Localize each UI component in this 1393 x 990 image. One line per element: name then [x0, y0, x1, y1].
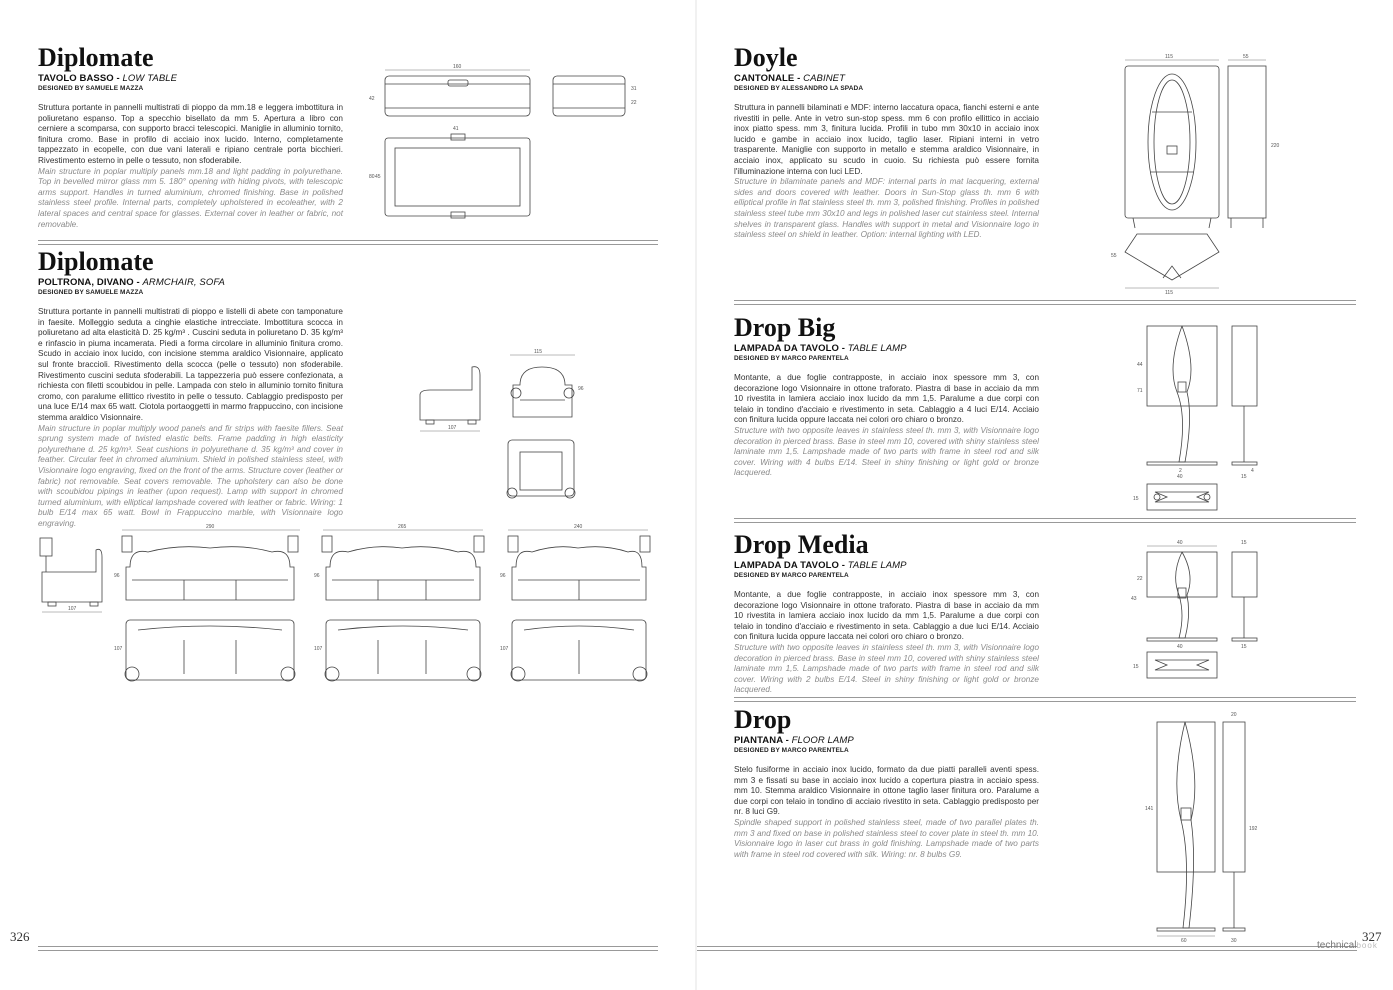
product-designer: DESIGNED BY SAMUELE MAZZA — [38, 289, 144, 296]
svg-text:55: 55 — [1243, 54, 1249, 60]
product-doyle — [734, 44, 1039, 241]
svg-text:115: 115 — [534, 349, 542, 355]
description-english: Main structure in poplar multiply wood panels and fir strips with faesite fillers. Seat sprung system made of twisted elastic belts. Frame padding in high elasticity polyurethane d. 25 kg/m³. Seat cushions in polyurethane d. 35 kg/m³ and cover in feather. Circular feet in chromed aluminium. Shield in polished stainless steel, with Visionnaire logo engraving, fixed on the front of the arms. Structure cover (leather or fabric) not removable. Seat covers removable. The upholstery can also be done with scoubidou pipings in leather (upon request). Lamp with support in chromed turned aluminium, with elliptical lampshade covered with leather or fabric. Wiring: 1 bulb E/14 max 65 watt. Bowl in Frappuccino marble, with Visionnaire logo engraving. — [38, 423, 343, 528]
low-table-drawing — [365, 60, 655, 220]
svg-text:240: 240 — [574, 524, 583, 530]
svg-text:15: 15 — [1241, 540, 1247, 546]
section-divider — [734, 300, 1356, 305]
description-english: Structure in bilaminate panels and MDF: internal parts in mat lacquering, external sides and doors covered with leather. Doors in Sun-Stop glass th. mm 6 with elliptical profile in flat stainless steel th. mm 3, polished finishing. Profiles in polished stainless steel tube mm 30x10 and legs in polished laser cut stainless steel. Internal shelves in transparent glass. Handles with support in metal and Visionnaire logo in stainless steel on shield in leather. Option: internal lighting with LED. — [734, 177, 1039, 240]
product-designer: DESIGNED BY MARCO PARENTELA — [734, 355, 849, 362]
svg-text:80: 80 — [369, 174, 375, 180]
cabinet-drawing — [1107, 52, 1287, 297]
svg-text:41: 41 — [453, 126, 459, 132]
section-divider — [38, 240, 658, 245]
description-english: Structure with two opposite leaves in stainless steel th. mm 3, with Visionnaire logo decoration in pierced brass. Base in steel mm 10, covered with shiny stainless steel laminate mm 1,5. Lampshade made of two parts with frame in steel rod and silk cover. Wiring with 2 bulbs E/14. Steel in shiny finishing or light gold or bronze lacquered. — [734, 642, 1039, 695]
page-bottom-rule — [697, 946, 1357, 951]
svg-text:115: 115 — [1165, 54, 1173, 60]
svg-text:31: 31 — [631, 86, 637, 92]
svg-text:22: 22 — [631, 100, 637, 106]
description-italian: Montante, a due foglie contrapposte, in acciaio inox spessore mm 3, con decorazione logo Visionnaire in ottone traforato. Piastra di base in acciaio da mm 10 rivestita in lamiera acciaio inox lucido da mm 1,5. Paralume a due corpi con telaio in tondino d'acciaio e rivestimento in seta. Cablaggio a due luci E/14. Acciaio con finitura lucida oppure laccata nei colori oro chiaro o bronzo. — [734, 590, 1039, 642]
svg-text:43: 43 — [1131, 596, 1137, 602]
product-drop-media — [734, 531, 1039, 696]
svg-text:107: 107 — [500, 646, 509, 652]
description-italian: Struttura portante in pannelli multistrati di pioppo e listelli di abete con tamponature in faesite. Molleggio seduta a cinghie elastiche intrecciate. Imbottitura scocca in poliuretano ad alta elasticità D. 25 kg/m³ . Cuscini seduta in poliuretano D. 35 kg/m³ e rinfascio in piuma incamerata. Piedi a forma circolare in alluminio finitura cromo. Scudo in acciaio inox lucido, con incisione stemma araldico Visionnaire, applicato sul fronte braccioli. Rivestimento della scocca (pelle o tessuto) non sfoderabile. Rivestimento cuscini seduta sfoderabili. La tappezzeria può essere confezionata, a richiesta con filetti scoubidou in pelle. Lampada con stelo in alluminio tornito finitura cromo, con paralume ellittico rivestito in pelle o tessuto. Cablaggio predisposto per una luce E/14 max 65 watt. Ciotola portaoggetti in marmo frappuccino, con incisione stemma araldico Visionnaire. — [38, 307, 343, 422]
svg-text:15: 15 — [1241, 474, 1247, 480]
svg-text:160: 160 — [453, 64, 462, 70]
left-page — [0, 0, 696, 990]
product-category: LAMPADA DA TAVOLO - TABLE LAMP — [734, 343, 907, 354]
page-number: 327 — [1362, 929, 1382, 944]
product-category: LAMPADA DA TAVOLO - TABLE LAMP — [734, 560, 907, 571]
product-title: Diplomate — [38, 43, 154, 72]
drop-media-drawing — [1127, 540, 1277, 690]
svg-text:55: 55 — [1111, 253, 1117, 259]
svg-text:40: 40 — [1177, 474, 1183, 480]
description-italian: Montante, a due foglie contrapposte, in acciaio inox spessore mm 3, con decorazione logo Visionnaire in ottone traforato. Piastra di base in acciaio da mm 10 rivestita in lamiera acciaio inox lucido da mm 1,5. Paralume a due corpi con telaio in tondino d'acciaio e rivestimento in seta. Cablaggio a 4 luci E/14. Acciaio con finitura lucida oppure laccata nei colori oro chiaro o bronzo. — [734, 373, 1039, 425]
product-drop-big — [734, 314, 1039, 479]
svg-text:96: 96 — [114, 573, 120, 579]
svg-text:15: 15 — [1133, 664, 1139, 670]
product-designer: DESIGNED BY MARCO PARENTELA — [734, 747, 849, 754]
description-italian: Struttura in pannelli bilaminati e MDF: interno laccatura opaca, fianchi esterni e ante rivestiti in pelle. Ante in vetro sun-stop spess. mm 6 con profilo ellittico in acciaio inox piatto spess. mm 3, finitura lucida. Profili in tubo mm 30x10 in acciaio inox lucido e gambe in acciaio inox lucido, taglio laser. Ripiani interni in vetro trasparente. Maniglie con supporto in metallo e stemma araldico Visionnaire, in acciaio inox, applicato su scudo in cuoio. Su richiesta può essere fornita l'illuminazione interna con luci LED. — [734, 103, 1039, 176]
svg-text:290: 290 — [206, 524, 215, 530]
svg-text:220: 220 — [1271, 143, 1280, 149]
svg-text:42: 42 — [369, 96, 375, 102]
product-category: POLTRONA, DIVANO - ARMCHAIR, SOFA — [38, 277, 225, 288]
svg-text:265: 265 — [398, 524, 407, 530]
product-diplomate-table — [38, 44, 343, 230]
svg-text:60: 60 — [1181, 938, 1187, 942]
product-title: Drop Media — [734, 530, 869, 559]
product-designer: DESIGNED BY SAMUELE MAZZA — [38, 85, 144, 92]
product-designer: DESIGNED BY MARCO PARENTELA — [734, 572, 849, 579]
svg-text:30: 30 — [1231, 938, 1237, 942]
product-title: Doyle — [734, 43, 798, 72]
product-title: Drop — [734, 705, 792, 734]
armchair-drawing — [410, 345, 590, 505]
product-title: Diplomate — [38, 247, 154, 276]
svg-text:115: 115 — [1165, 290, 1173, 296]
drop-floor-lamp-drawing — [1137, 710, 1267, 942]
svg-text:40: 40 — [1177, 540, 1183, 546]
description-italian: Stelo fusiforme in acciaio inox lucido, formato da due piatti paralleli aventi spess. mm 3 e fissati su base in acciaio inox lucido a copertura piastra in acciaio spess. mm 10. Stemma araldico Visionnaire in ottone taglio laser finitura oro. Paralume a due corpi con telaio in tondino di acciaio rivestito in seta. Cablaggio predisposto per nr. 8 luci G9. — [734, 765, 1039, 817]
svg-text:107: 107 — [314, 646, 323, 652]
page-number: 326 — [10, 929, 30, 944]
section-divider — [734, 518, 1356, 523]
right-page — [697, 0, 1393, 990]
svg-text:71: 71 — [1137, 388, 1143, 394]
drop-big-drawing — [1127, 322, 1277, 522]
svg-text:141: 141 — [1145, 806, 1154, 812]
product-diplomate-sofa — [38, 248, 343, 529]
svg-text:22: 22 — [1137, 576, 1143, 582]
svg-text:15: 15 — [1133, 496, 1139, 502]
svg-text:96: 96 — [500, 573, 506, 579]
product-category: TAVOLO BASSO - LOW TABLE — [38, 73, 178, 84]
product-title: Drop Big — [734, 313, 836, 342]
product-drop — [734, 706, 1039, 860]
sofa-drawings — [38, 522, 658, 692]
technical-book-brand: technicalbook — [1317, 940, 1378, 951]
description-italian: Struttura portante in pannelli multistrati di pioppo da mm.18 e leggera imbottitura in poliuretano espanso. Top a specchio bisellato da mm 5. Apertura a libro con cerniere a scomparsa, con supporto bracci telescopici. Maniglie in alluminio tornito, finitura cromo. Base in profilo di acciaio inox lucido. Interno, completamente tappezzato in ecopelle, con due vani laterali e ripiano centrale porta bicchieri. Rivestimento esterno in pelle o tessuto, non sfoderabile. — [38, 103, 343, 165]
svg-text:2: 2 — [1179, 468, 1182, 474]
svg-text:15: 15 — [1241, 644, 1247, 650]
product-category: CANTONALE - CABINET — [734, 73, 845, 84]
description-english: Main structure in poplar multiply panels mm.18 and light padding in polyurethane. Top in bevelled mirror glass mm 5. 180° opening with hiding pivots, with telescopic arms support. Handles in turned aluminium, chromed finishing. Base in polished stainless steel profile. Internal parts, completely upholstered in ecoleather, with 2 lateral spaces and central space for glasses. External cover in leather or fabric, not removable. — [38, 166, 343, 229]
product-category: PIANTANA - FLOOR LAMP — [734, 735, 854, 746]
svg-text:107: 107 — [114, 646, 123, 652]
product-designer: DESIGNED BY ALESSANDRO LA SPADA — [734, 85, 864, 92]
svg-text:107: 107 — [68, 606, 77, 612]
section-divider — [734, 697, 1356, 702]
svg-text:107: 107 — [448, 425, 457, 431]
description-english: Structure with two opposite leaves in stainless steel th. mm 3, with Visionnaire logo decoration in pierced brass. Base in steel mm 10, covered with shiny stainless steel laminate mm 1,5. Lampshade made of two parts with frame in steel rod and silk cover. Wiring with 4 bulbs E/14. Steel in shiny finishing or light gold or bronze lacquered. — [734, 425, 1039, 478]
svg-text:96: 96 — [314, 573, 320, 579]
svg-text:45: 45 — [375, 174, 381, 180]
svg-text:44: 44 — [1137, 362, 1143, 368]
svg-text:40: 40 — [1177, 644, 1183, 650]
svg-text:4: 4 — [1251, 468, 1254, 474]
svg-text:20: 20 — [1231, 712, 1237, 718]
page-bottom-rule — [38, 946, 658, 951]
description-english: Spindle shaped support in polished stainless steel, made of two parallel plates th. mm 3 and fixed on base in polished stainless steel to cover plate in steel th. mm 10. Visionnaire logo in laser cut brass in gold finishing. Lampshade made of two parts with frame in steel rod covered with silk. Wiring: nr. 8 bulbs G9. — [734, 817, 1039, 859]
svg-text:96: 96 — [578, 386, 584, 392]
svg-text:192: 192 — [1249, 826, 1258, 832]
